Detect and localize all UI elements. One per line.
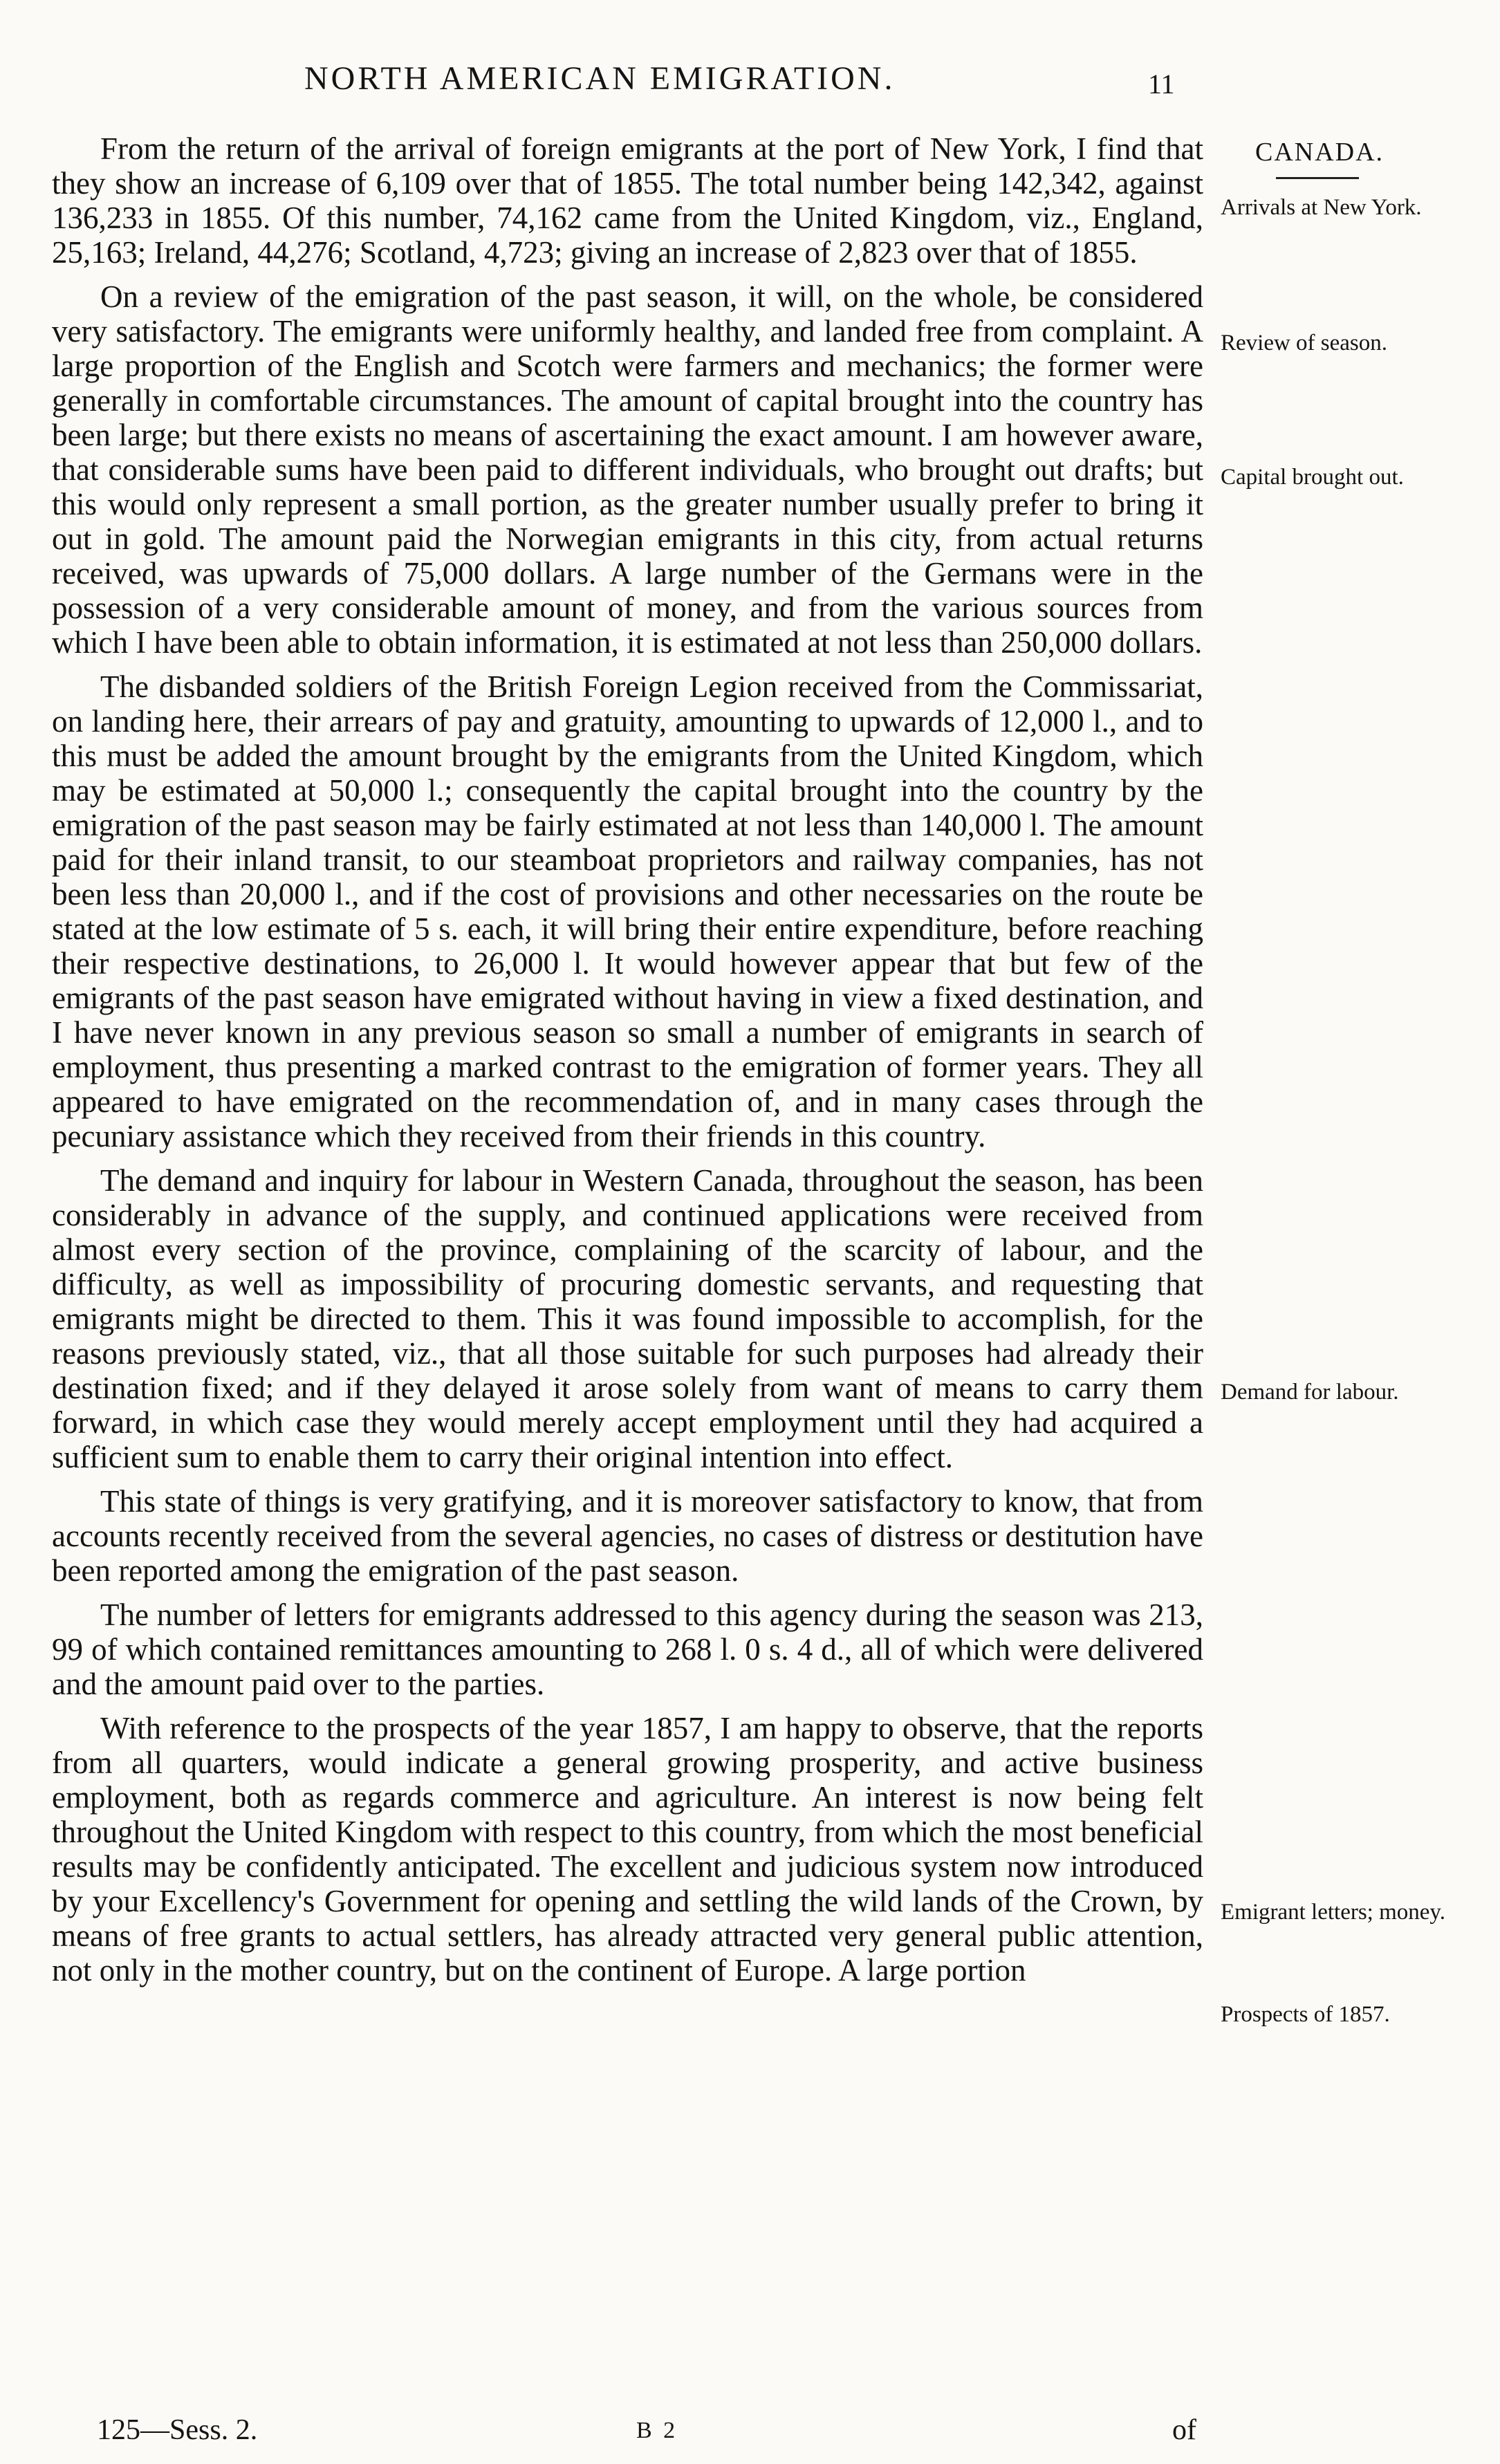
paragraph-review: On a review of the emigration of the past season, it will, on the whole, be considered very satisfactory. The emigrants were uniformly healthy, and landed free from complaint. A large proportion of the English and Scotch were farmers and mechanics; the former were generally in comfortable circumstances. The amount of capital brought into the country has been large; but there exists no means of ascertaining the exact amount. I am however aware, that considerable sums have been paid to different individuals, who brought out drafts; but this would only represent a small portion, as the greater number usually prefer to bring it out in gold. The amount paid the Norwegian emigrants in this city, from actual returns received, was upwards of 75,000 dollars. A large number of the Germans were in the possession of a very considerable amount of money, and from the various sources from which I have been able to obtain information, it is estimated at not less than 250,000 dollars. bbox=[52, 279, 1203, 660]
paragraph-prospects: With reference to the prospects of the year 1857, I am happy to observe, that the reports from all quarters, would indicate a general growing prosperity, and active business employment, both as regards commerce and agriculture. An interest is now being felt throughout the United Kingdom with respect to this country, from which the most beneficial results may be confidently anticipated. The excellent and judicious system now introduced by your Excellency's Government for opening and settling the wild lands of the Crown, by means of free grants to actual settlers, has already attracted very general public attention, not only in the mother country, but on the continent of Europe. A large portion bbox=[52, 1711, 1203, 1988]
paragraph-arrivals: From the return of the arrival of foreign emigrants at the port of New York, I find that they show an increase of 6,109 over that of 1855. The total number being 142,342, against 136,233 in 1855. Of this number, 74,162 came from the United Kingdom, viz., England, 25,163; Ireland, 44,276; Scotland, 4,723; giving an increase of 2,823 over that of 1855. bbox=[52, 131, 1203, 270]
margin-note-review: Review of season. bbox=[1221, 331, 1388, 355]
footer-sessional-number: 125—Sess. 2. bbox=[97, 2414, 258, 2446]
margin-note-prospects: Prospects of 1857. bbox=[1221, 2002, 1390, 2027]
footer-catchword: of bbox=[1172, 2414, 1196, 2446]
paragraph-labour: The demand and inquiry for labour in Western Canada, throughout the season, has been considerably in advance of the supply, and continued applications were received from almost every section of the province, complaining of the scarcity of labour, and the difficulty, as well as impossibility of procuring domestic servants, and requesting that emigrants might be directed to them. This it was found impossible to accomplish, for the reasons previously stated, viz., that all those suitable for such purposes had already their destination fixed; and if they delayed it arose solely from want of means to carry them forward, in which case they would merely accept employment until they had acquired a sufficient sum to enable them to carry their original intention into effect. bbox=[52, 1163, 1203, 1474]
body-text bbox=[52, 131, 1203, 1997]
margin-note-labour: Demand for labour. bbox=[1221, 1380, 1399, 1405]
running-title: NORTH AMERICAN EMIGRATION. bbox=[304, 60, 896, 97]
section-heading: CANADA. bbox=[1255, 138, 1385, 167]
section-rule bbox=[1276, 177, 1359, 179]
margin-note-capital: Capital brought out. bbox=[1221, 465, 1404, 490]
footer-signature-mark: B 2 bbox=[636, 2418, 678, 2443]
margin-note-letters: Emigrant letters; money. bbox=[1221, 1900, 1446, 1925]
paragraph-letters: The number of letters for emigrants addressed to this agency during the season was 213, 99 of which contained remittances amounting to 268 l. 0 s. 4 d., all of which were delivered and the amount paid over to the parties. bbox=[52, 1597, 1203, 1701]
paragraph-state: This state of things is very gratifying, and it is moreover satisfactory to know, that from accounts recently received from the several agencies, no cases of distress or destitution have been reported among the emigration of the past season. bbox=[52, 1484, 1203, 1588]
page-number: 11 bbox=[1148, 68, 1175, 100]
paragraph-legion: The disbanded soldiers of the British Foreign Legion received from the Commissariat, on landing here, their arrears of pay and gratuity, amounting to upwards of 12,000 l., and to this must be added the amount brought by the emigrants from the United Kingdom, which may be estimated at 50,000 l.; consequently the capital brought into the country by the emigration of the past season may be fairly estimated at not less than 140,000 l. The amount paid for their inland transit, to our steamboat proprietors and railway companies, has not been less than 20,000 l., and if the cost of provisions and other necessaries on the route be stated at the low estimate of 5 s. each, it will bring their entire expenditure, before reaching their respective destinations, to 26,000 l. It would however appear that but few of the emigrants of the past season have emigrated without having in view a fixed destination, and I have never known in any previous season so small a number of emigrants in search of employment, thus presenting a marked contrast to the emigration of former years. They all appeared to have emigrated on the recommendation of, and in many cases through the pecuniary assistance which they received from their friends in this country. bbox=[52, 669, 1203, 1154]
margin-note-arrivals: Arrivals at New York. bbox=[1221, 195, 1422, 220]
